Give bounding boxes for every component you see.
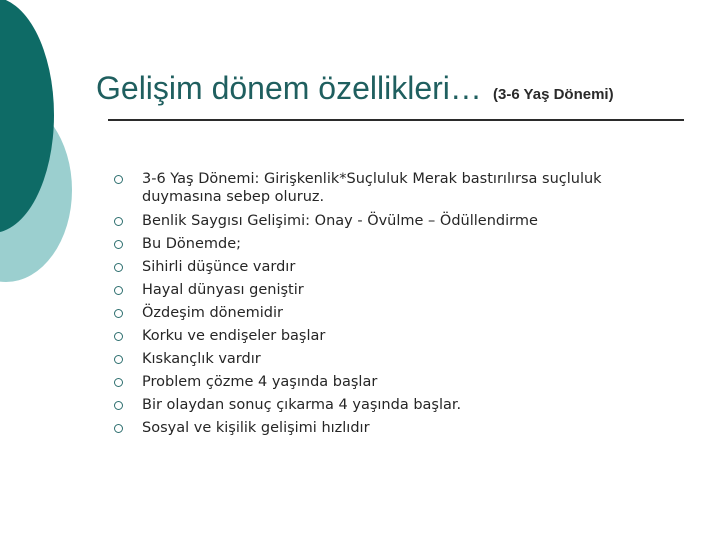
list-item	[114, 279, 694, 302]
item-text: Özdeşim dönemidir	[142, 305, 283, 321]
hollow-circle-bullet-icon	[114, 378, 123, 387]
item-text: Onay - Övülme – Ödüllendirme	[310, 213, 538, 229]
item-text: Sihirli düşünce vardır	[142, 259, 296, 275]
list-item	[114, 210, 694, 233]
list-item	[114, 256, 694, 279]
item-text: Bir olaydan sonuç çıkarma 4 yaşında başlar.	[142, 397, 462, 413]
slide-title	[96, 70, 696, 107]
hollow-circle-bullet-icon	[114, 332, 123, 341]
list-item	[114, 348, 694, 371]
list-item	[114, 371, 694, 394]
hollow-circle-bullet-icon	[114, 175, 123, 184]
item-continuation: duymasına sebep oluruz.	[142, 189, 325, 205]
list-item	[114, 302, 694, 325]
list-item	[114, 168, 694, 206]
hollow-circle-bullet-icon	[114, 286, 123, 295]
hollow-circle-bullet-icon	[114, 263, 123, 272]
item-text: Girişkenlik*Suçluluk Merak bastırılırsa suçluluk	[259, 171, 602, 187]
list-item	[114, 394, 694, 417]
hollow-circle-bullet-icon	[114, 355, 123, 364]
bullet-list	[114, 168, 694, 440]
hollow-circle-bullet-icon	[114, 401, 123, 410]
item-lead: Bu Dönemde;	[142, 236, 242, 252]
item-lead: Benlik Saygısı Gelişimi:	[142, 213, 311, 229]
item-text: Kıskançlık vardır	[142, 351, 261, 367]
title-subtitle: (3-6 Yaş Dönemi)	[492, 86, 614, 103]
list-item	[114, 325, 694, 348]
item-text: Hayal dünyası geniştir	[142, 282, 304, 298]
item-text: Problem çözme 4 yaşında başlar	[142, 374, 378, 390]
item-text: Korku ve endişeler başlar	[142, 328, 326, 344]
hollow-circle-bullet-icon	[114, 217, 123, 226]
hollow-circle-bullet-icon	[114, 240, 123, 249]
item-lead: 3-6 Yaş Dönemi:	[142, 171, 260, 187]
hollow-circle-bullet-icon	[114, 424, 123, 433]
list-item	[114, 417, 694, 440]
title-main: Gelişim dönem özellikleri…	[96, 70, 482, 106]
title-underline	[108, 119, 684, 121]
list-item	[114, 233, 694, 256]
hollow-circle-bullet-icon	[114, 309, 123, 318]
item-lead: Sosyal ve kişilik gelişimi hızlıdır	[142, 420, 370, 436]
